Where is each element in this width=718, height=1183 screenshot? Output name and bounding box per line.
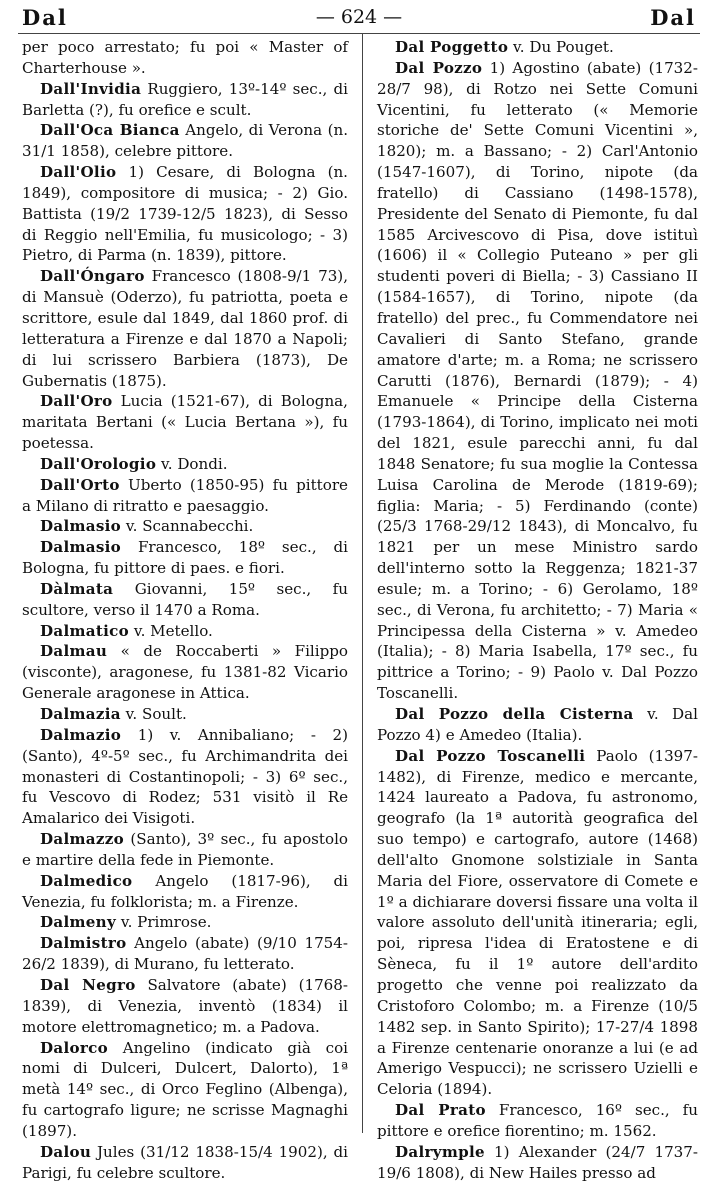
dictionary-entry — [22, 579, 348, 621]
entry-headword: Dal Pozzo della Cisterna — [395, 705, 634, 723]
entry-text: Angelo, di Verona (n. 31/1 1858), celebre pittore. — [22, 121, 349, 161]
entry-text: Giovanni, 15º sec., fu scultore, verso il 1470 a Roma. — [22, 579, 348, 619]
entry-headword: Dall'Orto — [40, 475, 120, 494]
entry-text: v. Scannabecchi. — [125, 517, 254, 536]
entry-headword: Dall'Oca Bianca — [40, 121, 180, 140]
entry-text: Lucia (1521-67), di Bologna, maritata Bertani (« Lucia Bertana »), fu poetessa. — [22, 392, 348, 453]
page-number: — 624 — — [315, 6, 403, 28]
entry-headword: Dal Pozzo — [395, 58, 483, 77]
dictionary-entry — [377, 746, 698, 1100]
entry-text: Salvatore (abate) (1768-1839), di Venezia, inventò (1834) il motore elettromagnetico; m. a Padova. — [22, 975, 348, 1036]
entry-text: per poco arrestato; fu poi « Master of Charterhouse ». — [22, 38, 348, 77]
dictionary-entry — [377, 1100, 698, 1142]
dictionary-entry — [377, 58, 698, 704]
dictionary-entry — [22, 829, 348, 871]
entry-text: Angelo (1817-96), di Venezia, fu folklorista; m. a Firenze. — [22, 871, 348, 911]
entry-text: v. Soult. — [125, 705, 187, 723]
entry-text: Angelino (indicato già coi nomi di Dulceri, Dulcert, Dalorto), 1ª metà 14º sec., di Orco Feglino (Albenga), fu cartografo ligure; ne scrisse Magnaghi (1897). — [22, 1038, 348, 1140]
dictionary-entry — [22, 621, 348, 642]
entry-text: Francesco, 16º sec., fu pittore e orefice fiorentino; m. 1562. — [377, 1101, 698, 1140]
entry-headword: Dalrymple — [395, 1142, 485, 1161]
entry-text: Paolo (1397-1482), di Firenze, medico e mercante, 1424 laureato a Padova, fu astronomo, geografo (la 1ª autorità geografica del suo tempo) e cartografo, autore (1468) dell'alto Gnomone solstiziale in Santa Maria del Fiore, osservatore di Comete e 1º a dichiarare doversi fissare una volta il valore assoluto dell'unità itineraria; egli, poi, ripresa l'idea di Eratostene e di Sèneca, fu il 1º autore dell'ardito progetto che venne poi realizzato da Cristoforo Colombo; m. a Firenze (10/5 1482 sep. in Santo Spirito); 17-27/4 1898 a Firenze centenarie onoranze a lui (e ad Amerigo Vespucci); ne scrissero Uzielli e Celoria (1894). — [377, 746, 698, 1099]
entry-headword: Dalmasio — [40, 517, 122, 536]
entry-text: 1) Alexander (24/7 1737-19/6 1808), di New Hailes presso ad — [377, 1142, 698, 1182]
dictionary-entry — [377, 1142, 698, 1183]
dictionary-entry — [22, 725, 348, 829]
dictionary-entry — [22, 1038, 348, 1142]
dictionary-entry — [22, 871, 348, 913]
entry-text: v. Dal Pozzo 4) e Amedeo (Italia). — [377, 705, 698, 744]
entry-headword: Dalmazio — [40, 725, 122, 744]
entry-headword: Dall'Invidia — [40, 79, 142, 98]
dictionary-entry — [22, 162, 348, 266]
entry-text: 1) Agostino (abate) (1732-28/7 98), di Rotzo nei Sette Comuni Vicentini, fu letterato (« Memorie storiche de' Sette Comuni Vicentini », 1820); m. a Bassano; - 2) Carl'Antonio (1547-1607), di Torino, nipote (da fratello) di Cassiano (1498-1578), Presidente del Senato di Piemonte, fu dal 1585 Arcivescovo di Pisa, dove istituì (1606) il « Collegio Puteano » per gli studenti poveri di Biella; - 3) Cassiano II (1584-1657), di Torino, nipote (da fratello) del prec., fu Commendatore nei Cavalieri di Santo Stefano, grande amatore d'arte; m. a Roma; ne scrissero Carutti (1876), Bernardi (1879); - 4) Emanuele « Principe della Cisterna (1793-1864), di Torino, implicato nei moti del 1821, esule parecchi anni, fu dal 1848 Senatore; fu sua moglie la Contessa Luisa Carolina de Merode (1819-69); figlia: Maria; - 5) Ferdinando (conte) (25/3 1768-29/12 1843), di Moncalvo, fu 1821 per un mese Ministro sardo dell'interno sotto la Reggenza; 1821-37 esule; m. a Torino; - 6) Gerolamo, 18º sec., di Verona, fu architetto; - 7) Maria « Principessa della Cisterna » v. Amedeo (Italia); - 8) Maria Isabella, 17º sec., fu pittrice a Torino; - 9) Paolo v. Dal Pozzo Toscanelli. — [377, 58, 698, 703]
entry-headword: Dàlmata — [40, 579, 114, 598]
dictionary-entry — [22, 79, 348, 121]
header-rule — [18, 33, 700, 34]
dictionary-entry — [22, 516, 348, 537]
right-column — [377, 37, 698, 1183]
header-right-word: Dal — [650, 4, 696, 30]
entry-headword: Dal Negro — [40, 975, 136, 994]
entry-headword: Dalmistro — [40, 934, 127, 953]
entry-headword: Dalmatico — [40, 621, 130, 640]
entry-text: Francesco, 18º sec., di Bologna, fu pittore di paes. e fiori. — [22, 538, 348, 578]
entry-text: 1) v. Annibaliano; - 2) (Santo), 4º-5º sec., fu Archimandrita dei monasteri di Costantinopoli; - 3) 6º sec., fu Vescovo di Rodez; 531 visitò il Re Amalarico dei Visigoti. — [22, 725, 348, 828]
running-header — [22, 2, 696, 32]
dictionary-entry — [22, 537, 348, 579]
dictionary-entry — [22, 975, 348, 1038]
entry-text: 1) Cesare, di Bologna (n. 1849), compositore di musica; - 2) Gio. Battista (19/2 1739-12/5 1823), di Sesso di Reggio nell'Emilia, fu musicologo; - 3) Pietro, di Parma (n. 1839), pittore. — [22, 163, 348, 265]
entry-headword: Dalmau — [40, 642, 108, 661]
dictionary-entry — [22, 1142, 348, 1183]
entry-headword: Dal Prato — [395, 1101, 486, 1120]
entry-headword: Dalmedico — [40, 871, 133, 890]
dictionary-entry — [377, 704, 698, 746]
entry-text: « de Roccaberti » Filippo (visconte), aragonese, fu 1381-82 Vicario Generale aragonese in Attica. — [22, 642, 348, 703]
entry-text: v. Du Pouget. — [513, 38, 614, 56]
entry-headword: Dall'Olio — [40, 163, 117, 182]
entry-text: (Santo), 3º sec., fu apostolo e martire della fede in Piemonte. — [22, 830, 348, 869]
entry-headword: Dal Pozzo Toscanelli — [395, 746, 586, 765]
entry-headword: Dal Poggetto — [395, 38, 509, 56]
entry-text: Angelo (abate) (9/10 1754-26/2 1839), di Murano, fu letterato. — [22, 934, 348, 974]
left-column — [22, 37, 348, 1183]
dictionary-entry — [22, 37, 348, 79]
entry-headword: Dall'Óngaro — [40, 267, 145, 286]
dictionary-entry — [22, 391, 348, 454]
dictionary-entry — [22, 641, 348, 704]
entry-text: Jules (31/12 1838-15/4 1902), di Parigi, fu celebre scultore. — [22, 1142, 348, 1182]
dictionary-entry — [22, 704, 348, 725]
dictionary-entry — [22, 266, 348, 391]
dictionary-entry — [22, 475, 348, 517]
entry-headword: Dalmasio — [40, 538, 122, 557]
dictionary-entry — [22, 912, 348, 933]
entry-text: v. Primrose. — [120, 913, 212, 932]
entry-text: v. Metello. — [133, 621, 213, 640]
entry-text: Ruggiero, 13º-14º sec., di Barletta (?), fu orefice e scult. — [22, 79, 348, 119]
header-left-word: Dal — [22, 4, 68, 30]
entry-headword: Dalou — [40, 1142, 92, 1161]
entry-headword: Dalorco — [40, 1038, 108, 1057]
dictionary-entry — [22, 454, 348, 475]
entry-text: Francesco (1808-9/1 73), di Mansuè (Oderzo), fu patriotta, poeta e scrittore, esule dal 1849, dal 1860 prof. di letteratura a Firenze e dal 1870 a Napoli; di lui scrissero Barbiera (1873), De Gubernatis (1875). — [22, 267, 348, 390]
entry-headword: Dalmazia — [40, 705, 121, 723]
entry-headword: Dall'Orologio — [40, 454, 157, 473]
entry-headword: Dall'Oro — [40, 392, 113, 411]
dictionary-entry — [22, 120, 348, 162]
entry-headword: Dalmeny — [40, 913, 117, 932]
column-divider — [362, 34, 363, 1133]
dictionary-entry — [22, 933, 348, 975]
entry-text: Uberto (1850-95) fu pittore a Milano di ritratto e paesaggio. — [22, 475, 348, 515]
entry-headword: Dalmazzo — [40, 830, 124, 849]
dictionary-entry — [377, 37, 698, 58]
entry-text: v. Dondi. — [161, 454, 228, 473]
